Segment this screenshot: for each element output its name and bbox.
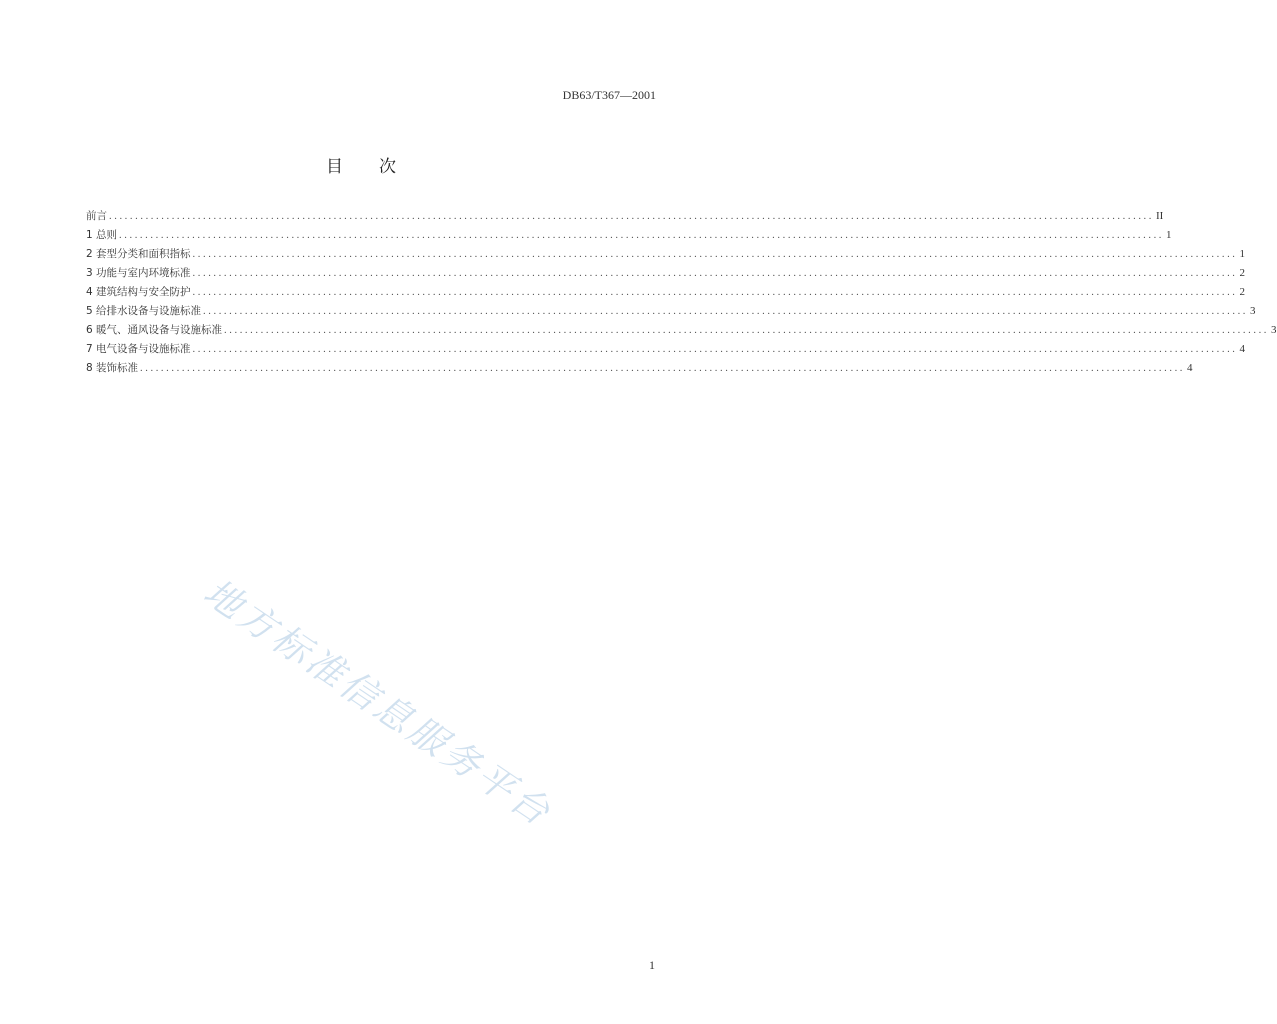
toc-item-page: 1 [1166,229,1172,241]
toc-item-label: 8 装饰标准 [86,362,139,374]
toc-item-structure-safety[interactable] [86,284,1246,303]
toc-item-label: 5 给排水设备与设施标准 [86,305,202,317]
toc-leader-dots: ........................................................................................................................................................................................................ [140,363,1186,374]
toc-item-unit-types[interactable] [86,246,1246,265]
toc-leader-dots: ........................................................................................................................................................................................................ [109,211,1154,222]
toc-item-page: II [1156,210,1164,222]
toc-item-preface[interactable] [86,208,1164,227]
toc-item-heating-ventilation[interactable] [86,322,1277,341]
toc-item-label: 6 暖气、通风设备与设施标准 [86,324,223,336]
toc-item-label: 2 套型分类和面积指标 [86,248,191,260]
toc-item-page: 4 [1187,362,1193,374]
toc-item-indoor-environment[interactable] [86,265,1246,284]
toc-item-label: 1 总则 [86,229,118,241]
toc-item-plumbing[interactable] [86,303,1256,322]
toc-title-left: 目 [326,157,345,177]
toc-item-page: 2 [1239,267,1246,279]
toc-item-page: 4 [1239,343,1246,355]
toc-leader-dots: ........................................................................................................................................................................................................ [192,287,1238,298]
toc-item-page: 3 [1250,305,1256,317]
toc-item-label: 前言 [86,210,107,222]
toc-leader-dots: ........................................................................................................................................................................................................ [192,344,1238,355]
toc-leader-dots: ........................................................................................................................................................................................................ [119,230,1165,241]
toc-title-right: 次 [379,157,398,177]
toc-item-page: 1 [1239,248,1246,260]
toc-leader-dots: ........................................................................................................................................................................................................ [203,306,1249,317]
toc-leader-dots: ........................................................................................................................................................................................................ [192,249,1238,260]
toc-title [0,152,724,177]
watermark-text: 地方标准信息服务平台 [196,570,561,836]
toc-item-label: 4 建筑结构与安全防护 [86,286,191,298]
toc-item-general[interactable] [86,227,1172,246]
toc-item-label: 7 电气设备与设施标准 [86,343,191,355]
toc-item-electrical[interactable] [86,341,1246,360]
toc-item-page: 2 [1239,286,1246,298]
toc-list [86,208,1277,379]
toc-item-decoration[interactable] [86,360,1193,379]
document-code: DB63/T367—2001 [562,88,656,102]
toc-leader-dots: ........................................................................................................................................................................................................ [192,268,1238,279]
toc-item-page: 3 [1271,324,1277,336]
toc-item-label: 3 功能与室内环境标准 [86,267,191,279]
page-number: 1 [649,958,655,972]
toc-leader-dots: ........................................................................................................................................................................................................ [224,325,1270,336]
